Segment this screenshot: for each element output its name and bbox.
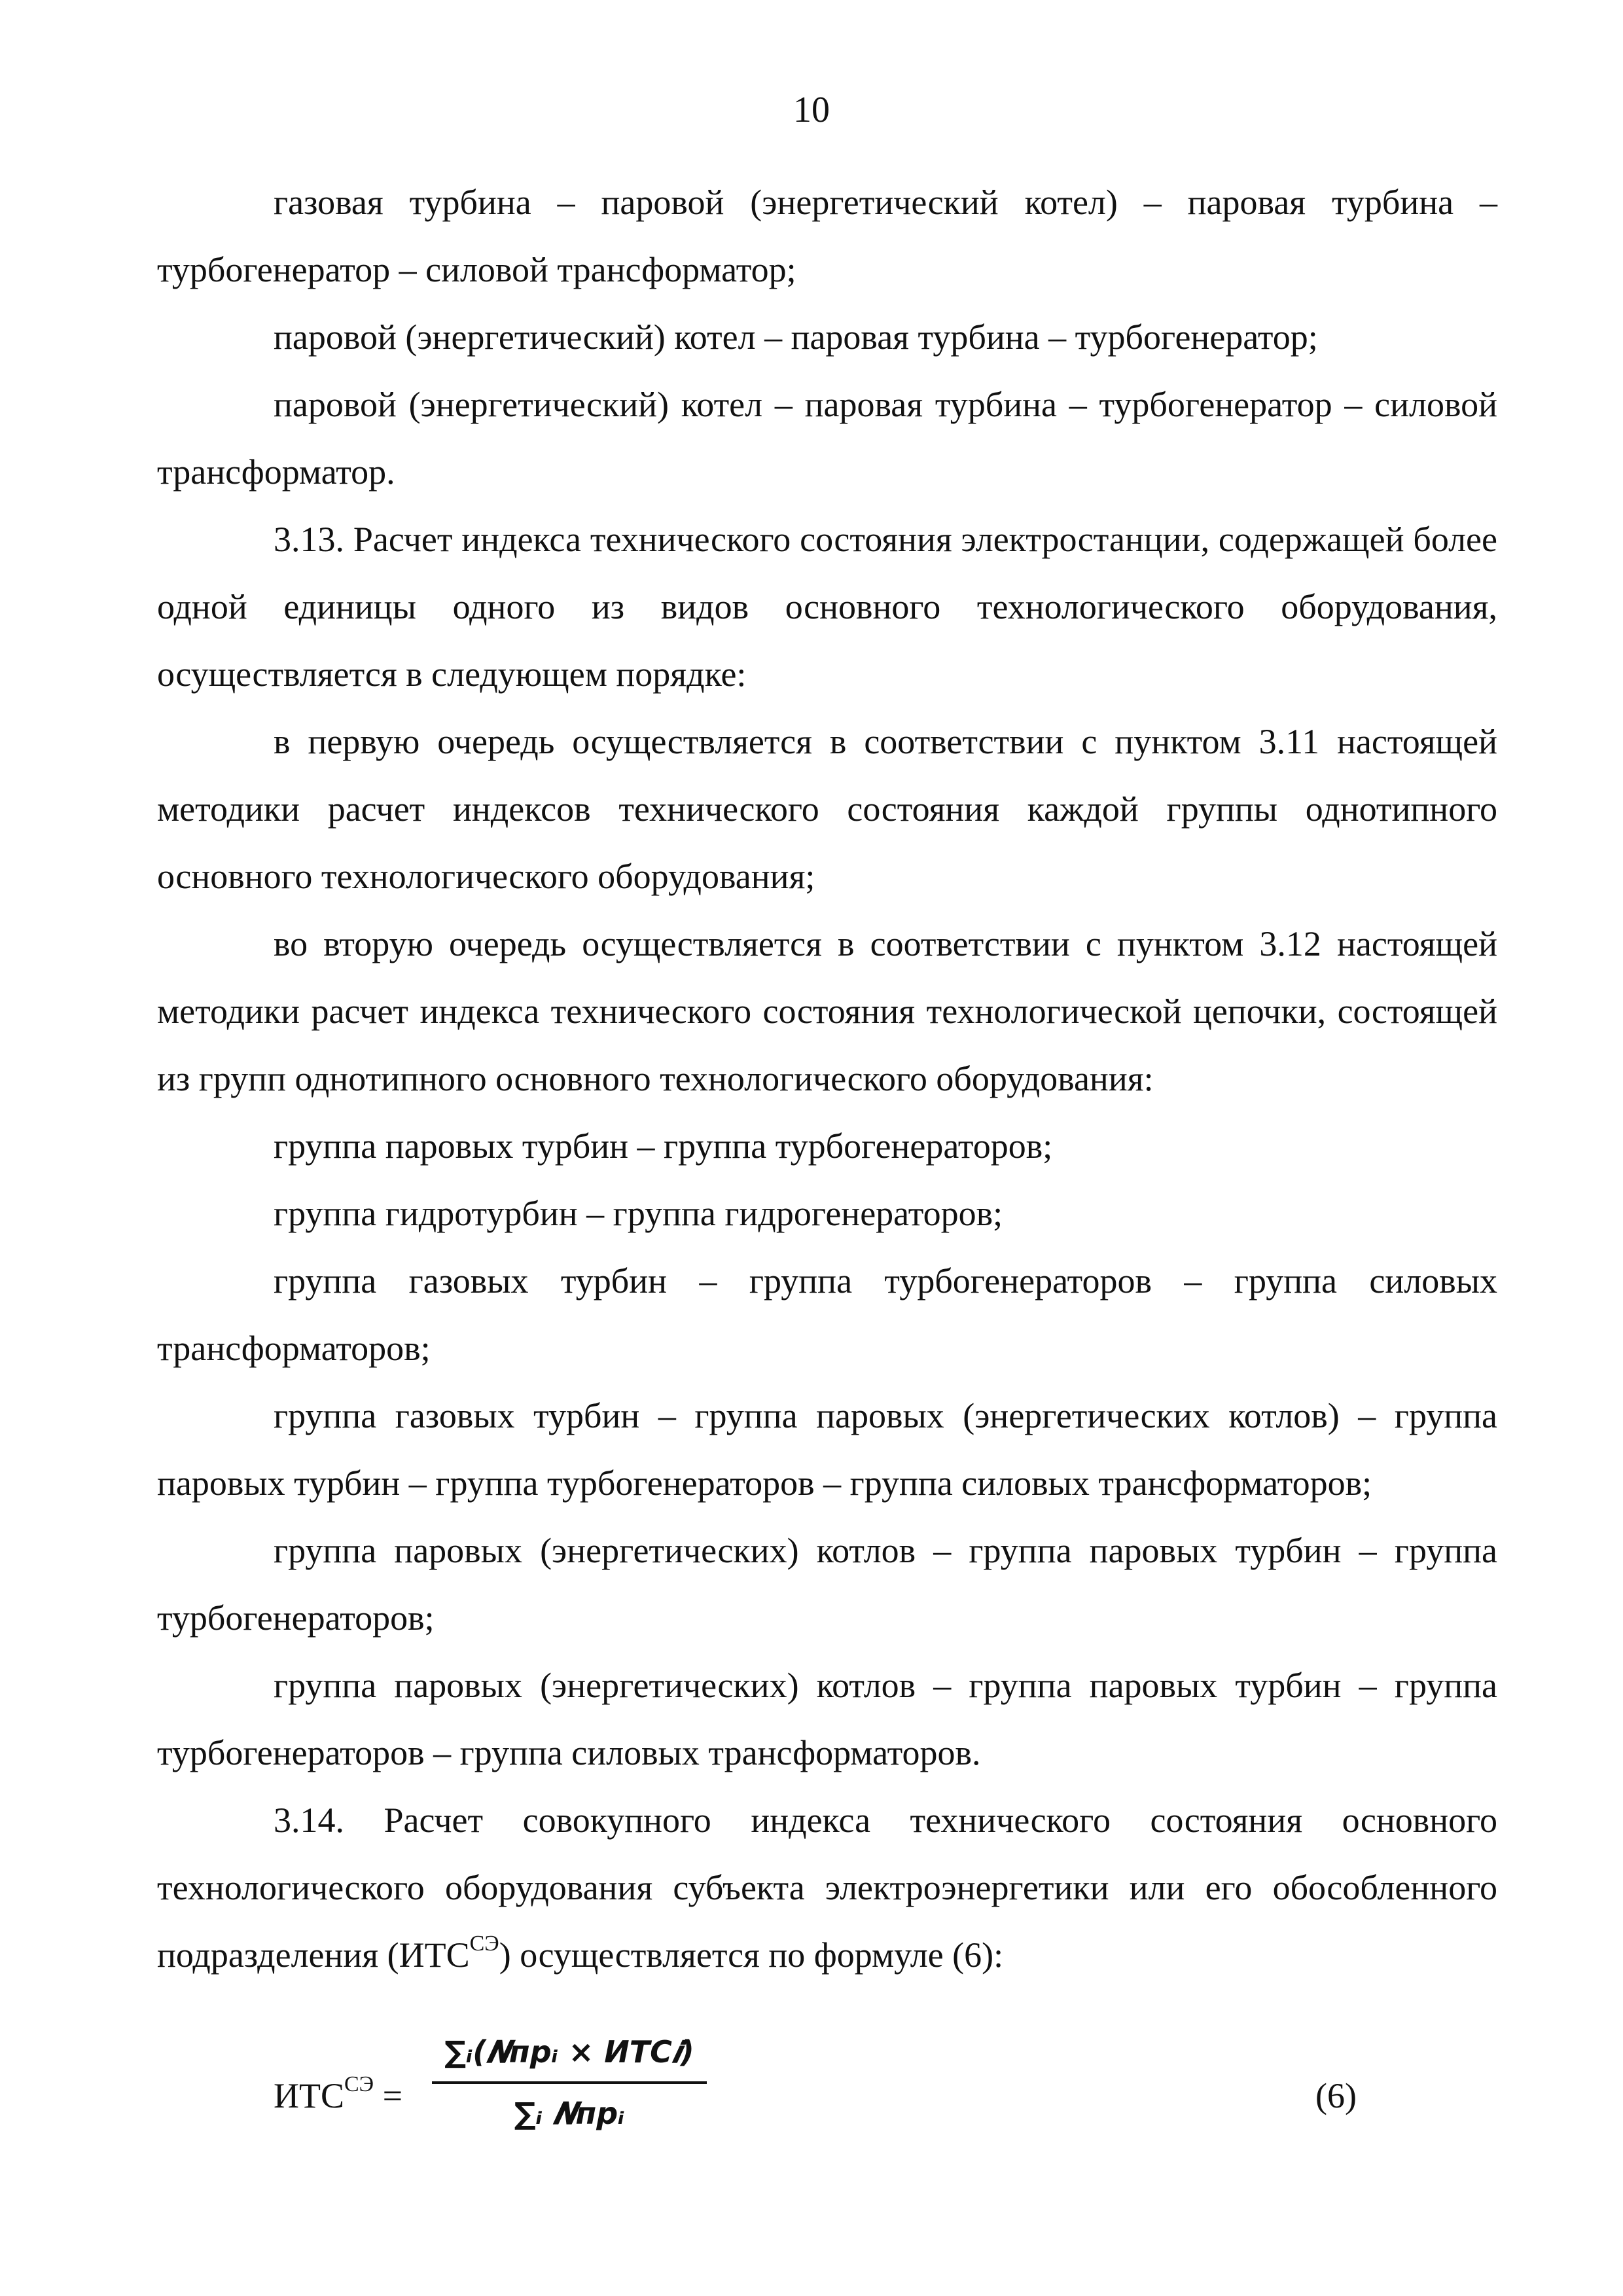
formula-fraction	[432, 2022, 707, 2143]
paragraph-p5: в первую очередь осуществляется в соответствии с пунктом 3.11 настоящей методики расчет индексов технического состояния каждой группы однотипного основного технологического оборудования;	[157, 722, 1497, 896]
paragraph-p9: группа газовых турбин – группа турбогенераторов – группа силовых трансформаторов;	[157, 1261, 1497, 1368]
paragraph-p6: во вторую очередь осуществляется в соответствии с пунктом 3.12 настоящей методики расчет индекса технического состояния технологической цепочки, состоящей из групп однотипного основного технологического оборудования:	[157, 924, 1497, 1098]
page-number: 10	[793, 90, 830, 130]
paragraph-p12: группа паровых (энергетических) котлов – группа паровых турбин – группа турбогенераторов – группа силовых трансформаторов.	[157, 1666, 1497, 1772]
formula-denominator: ∑ᵢ 𝑵прᵢ	[514, 2096, 625, 2131]
paragraph-p4: 3.13. Расчет индекса технического состояния электростанции, содержащей более одной единицы одного из видов основного технологического оборудования, осуществляется в следующем порядке:	[157, 520, 1497, 694]
formula-lhs-symbol: ИТС	[274, 2076, 344, 2115]
formula-lhs	[274, 2072, 403, 2115]
paragraph-p13-text: 3.14. Расчет совокупного индекса технического состояния основного технологического оборудования субъекта электроэнергетики или его обособленного подразделения (ИТС	[157, 1801, 1497, 1975]
equation-number: (6)	[1315, 2076, 1357, 2115]
paragraph-p13	[157, 1787, 1497, 1989]
paragraph-p11: группа паровых (энергетических) котлов – группа паровых турбин – группа турбогенераторов;	[157, 1531, 1497, 1638]
formula-6	[0, 2022, 1623, 2153]
paragraph-p1: газовая турбина – паровой (энергетический котел) – паровая турбина – турбогенератор – силовой трансформатор;	[157, 183, 1497, 289]
paragraph-p3: паровой (энергетический) котел – паровая турбина – турбогенератор – силовой трансформатор.	[157, 385, 1497, 492]
paragraph-p10: группа газовых турбин – группа паровых (энергетических котлов) – группа паровых турбин – группа турбогенераторов – группа силовых трансформаторов;	[157, 1396, 1497, 1503]
paragraph-p8: группа гидротурбин – группа гидрогенераторов;	[274, 1194, 1003, 1233]
body-text	[157, 169, 1497, 1989]
formula-lhs-superscript: СЭ	[344, 2072, 374, 2096]
formula-equals: =	[374, 2076, 403, 2115]
paragraph-p13-superscript: СЭ	[469, 1931, 499, 1956]
paragraph-p2: паровой (энергетический) котел – паровая турбина – турбогенератор;	[274, 317, 1318, 357]
paragraph-p7: группа паровых турбин – группа турбогенераторов;	[274, 1126, 1053, 1166]
paragraph-p13-tail: ) осуществляется по формуле (6):	[499, 1935, 1004, 1975]
formula-numerator: ∑ᵢ(𝑵прᵢ × ИТС𝒊)	[444, 2034, 694, 2070]
